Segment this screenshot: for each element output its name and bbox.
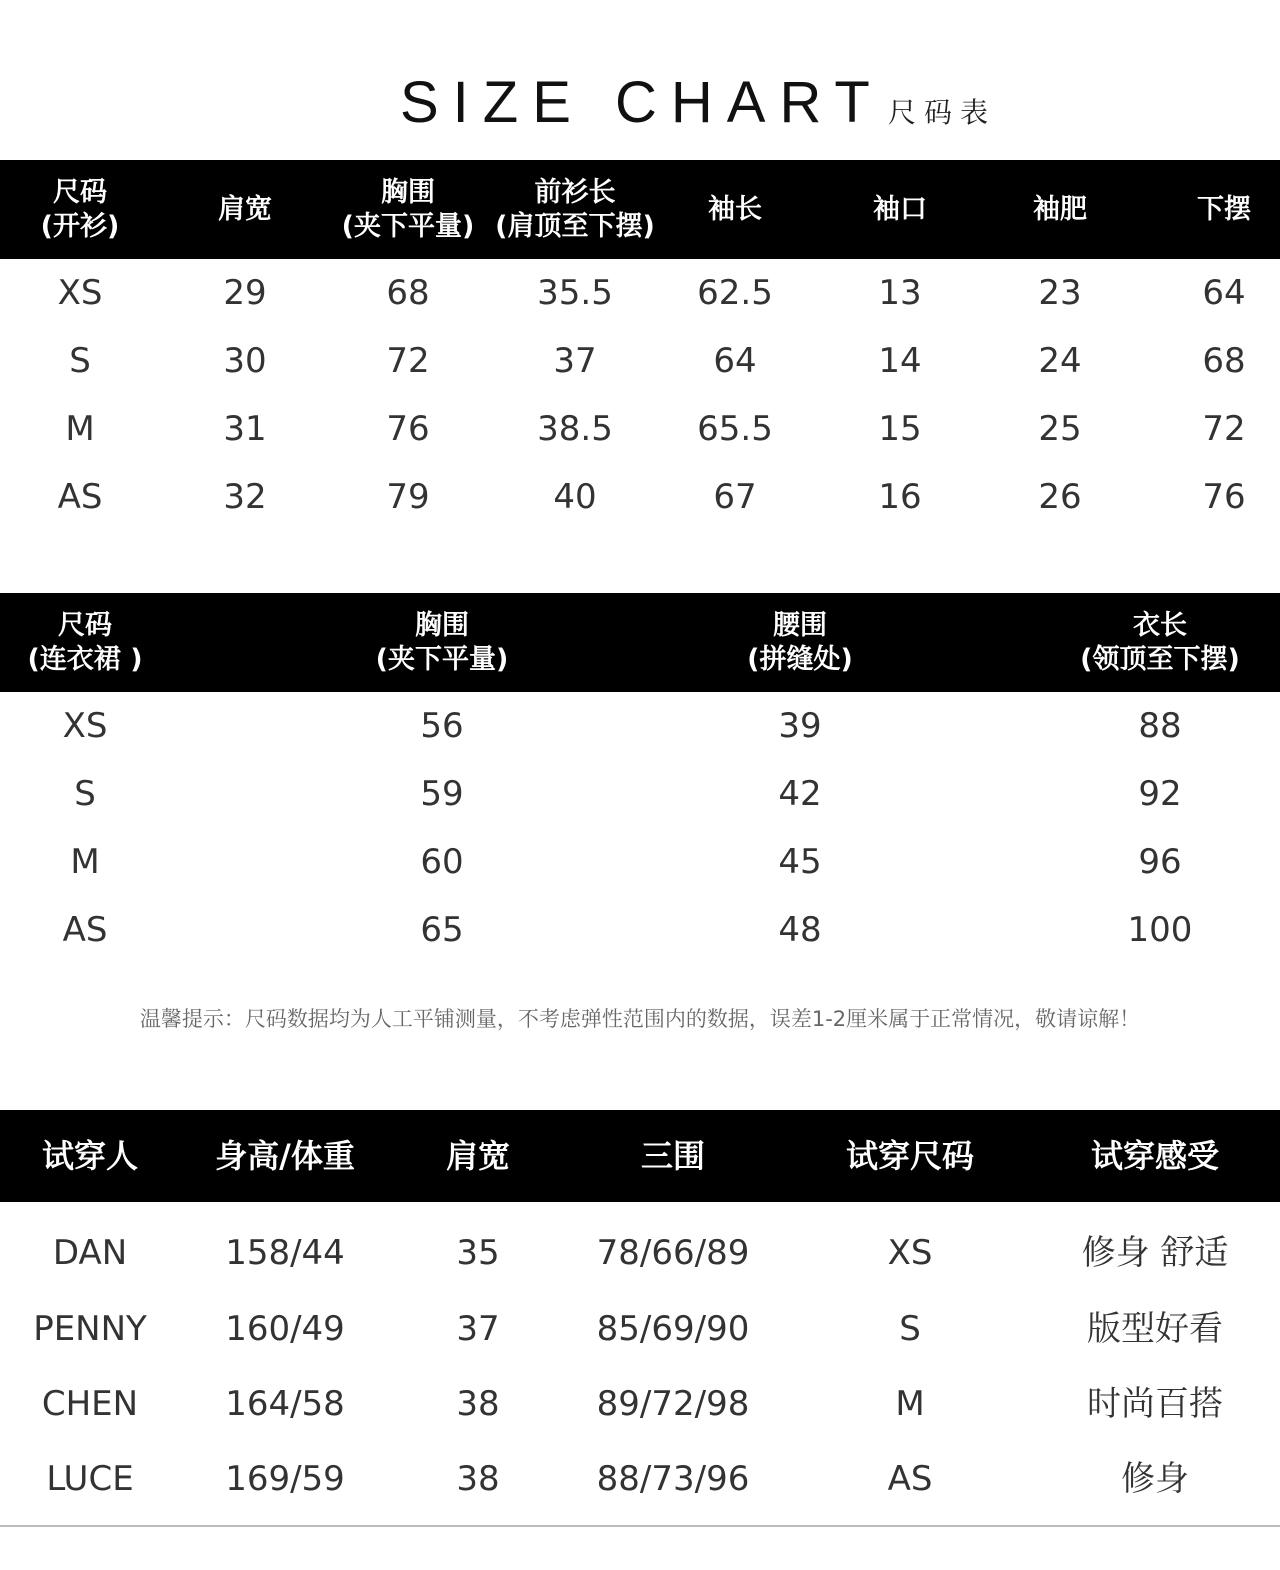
table1-cell: 72 <box>386 341 430 381</box>
header-label: 试穿感受 <box>1090 1137 1219 1175</box>
table2-header-cell <box>1050 593 1270 692</box>
table1-cell: 13 <box>878 273 922 313</box>
table2-cell: 65 <box>420 910 464 950</box>
header-label: (肩顶至下摆) <box>495 210 655 242</box>
table2-cell: 96 <box>1138 842 1182 882</box>
table1-cell: 30 <box>223 341 267 381</box>
header-label: 试穿人 <box>41 1137 138 1175</box>
table1-cell: AS <box>57 477 103 517</box>
table2-cell: 88 <box>1138 706 1182 746</box>
table2-cell: 100 <box>1127 910 1193 950</box>
table3-cell: 88/73/96 <box>596 1459 750 1499</box>
header-label: 试穿尺码 <box>845 1137 974 1175</box>
table2-cell: 42 <box>778 774 822 814</box>
table1-header-cell <box>1000 160 1120 259</box>
table1-cell: 76 <box>386 409 430 449</box>
measurement-note: 温馨提示：尺码数据均为人工平铺测量，不考虑弹性范围内的数据，误差1-2厘米属于正常情况，敬请谅解！ <box>139 1007 1141 1031</box>
table3-cell: AS <box>887 1459 933 1499</box>
table2-cell: M <box>70 842 100 882</box>
table2-header-cell <box>342 593 542 692</box>
header-label: 袖肥 <box>1033 193 1087 225</box>
bottom-divider <box>0 1525 1280 1527</box>
table3-cell: 35 <box>456 1233 500 1273</box>
table2-cell: 60 <box>420 842 464 882</box>
table2-cell: 48 <box>778 910 822 950</box>
table1-cell: 23 <box>1038 273 1082 313</box>
table1-cell: 65.5 <box>697 409 773 449</box>
table3-cell: 时尚百搭 <box>1087 1384 1223 1424</box>
table1-cell: 15 <box>878 409 922 449</box>
header-label: 袖长 <box>708 193 762 225</box>
table3-cell: 38 <box>456 1384 500 1424</box>
header-label: 肩宽 <box>445 1137 510 1175</box>
table1-cell: 16 <box>878 477 922 517</box>
table2-header-cell <box>700 593 900 692</box>
table1-cell: 62.5 <box>697 273 773 313</box>
header-label: 三围 <box>640 1137 705 1175</box>
header-label: 衣长 <box>1133 609 1187 641</box>
table1-header-cell <box>675 160 795 259</box>
table1-header <box>0 160 1280 259</box>
table1-cell: 24 <box>1038 341 1082 381</box>
table3-cell: 修身 舒适 <box>1081 1233 1229 1273</box>
table3-header-cell <box>10 1110 170 1202</box>
table1-cell: 31 <box>223 409 267 449</box>
table1-cell: 38.5 <box>537 409 613 449</box>
header-label: (夹下平量) <box>375 643 509 675</box>
table3-cell: S <box>899 1309 921 1349</box>
table1-cell: 64 <box>1202 273 1246 313</box>
table3-cell: 85/69/90 <box>596 1309 750 1349</box>
table1-cell: 29 <box>223 273 267 313</box>
table2-cell: AS <box>62 910 108 950</box>
page-title: SIZE CHART <box>400 70 884 135</box>
table1-cell: 68 <box>1202 341 1246 381</box>
table2-cell: 39 <box>778 706 822 746</box>
table1-cell: 26 <box>1038 477 1082 517</box>
table3-header-cell <box>820 1110 1000 1202</box>
table1-header-cell <box>840 160 960 259</box>
header-label: (夹下平量) <box>341 210 475 242</box>
table3-header <box>0 1110 1280 1202</box>
table2-cell: 45 <box>778 842 822 882</box>
table2-header-cell <box>5 593 165 692</box>
header-label: 腰围 <box>773 609 827 641</box>
header-label: 下摆 <box>1197 193 1251 225</box>
table3-cell: 160/49 <box>225 1309 345 1349</box>
table2-cell: S <box>74 774 96 814</box>
header-label: 尺码 <box>53 176 107 208</box>
page-subtitle: 尺码表 <box>888 96 997 129</box>
table1-header-cell <box>480 160 670 259</box>
header-label: (领顶至下摆) <box>1080 643 1240 675</box>
table1-cell: 72 <box>1202 409 1246 449</box>
table3-header-cell <box>593 1110 753 1202</box>
table3-header-cell <box>418 1110 538 1202</box>
table3-cell: PENNY <box>33 1309 147 1349</box>
table3-cell: 37 <box>456 1309 500 1349</box>
table1-header-cell <box>5 160 155 259</box>
table3-cell: 38 <box>456 1459 500 1499</box>
header-label: 胸围 <box>415 609 469 641</box>
table3-header-cell <box>1065 1110 1245 1202</box>
table1-cell: 25 <box>1038 409 1082 449</box>
table1-cell: 68 <box>386 273 430 313</box>
header-label: (连衣裙 ) <box>27 643 143 675</box>
header-label: 尺码 <box>58 609 112 641</box>
table2-cell: 92 <box>1138 774 1182 814</box>
table1-cell: 32 <box>223 477 267 517</box>
table2-header <box>0 593 1280 692</box>
table3-cell: 版型好看 <box>1087 1309 1223 1349</box>
table1-cell: 76 <box>1202 477 1246 517</box>
table3-cell: M <box>895 1384 925 1424</box>
table1-cell: 37 <box>553 341 597 381</box>
table1-header-cell <box>313 160 503 259</box>
table3-cell: 修身 <box>1121 1459 1189 1499</box>
header-label: 肩宽 <box>218 193 272 225</box>
table2-cell: 56 <box>420 706 464 746</box>
table3-cell: 158/44 <box>225 1233 345 1273</box>
table3-cell: 89/72/98 <box>596 1384 750 1424</box>
table2-cell: 59 <box>420 774 464 814</box>
table1-cell: 35.5 <box>537 273 613 313</box>
header-label: 身高/体重 <box>215 1137 355 1175</box>
table3-cell: 164/58 <box>225 1384 345 1424</box>
table1-header-cell <box>185 160 305 259</box>
table1-cell: 40 <box>553 477 597 517</box>
table3-cell: 78/66/89 <box>596 1233 750 1273</box>
header-label: (开衫) <box>40 210 120 242</box>
table1-cell: S <box>69 341 91 381</box>
table3-cell: XS <box>887 1233 933 1273</box>
table3-cell: CHEN <box>41 1384 139 1424</box>
header-label: 前衫长 <box>534 176 616 208</box>
table1-cell: XS <box>57 273 103 313</box>
table2-cell: XS <box>62 706 108 746</box>
table1-header-cell <box>1164 160 1280 259</box>
table1-cell: M <box>65 409 95 449</box>
table1-cell: 67 <box>713 477 757 517</box>
header-label: 胸围 <box>381 176 435 208</box>
table3-cell: DAN <box>52 1233 128 1273</box>
header-label: 袖口 <box>873 193 927 225</box>
title-block <box>0 68 1280 138</box>
table3-cell: LUCE <box>46 1459 134 1499</box>
table3-cell: 169/59 <box>225 1459 345 1499</box>
table3-header-cell <box>185 1110 385 1202</box>
table1-cell: 14 <box>878 341 922 381</box>
header-label: (拼缝处) <box>747 643 853 675</box>
table1-cell: 64 <box>713 341 757 381</box>
table1-cell: 79 <box>386 477 430 517</box>
